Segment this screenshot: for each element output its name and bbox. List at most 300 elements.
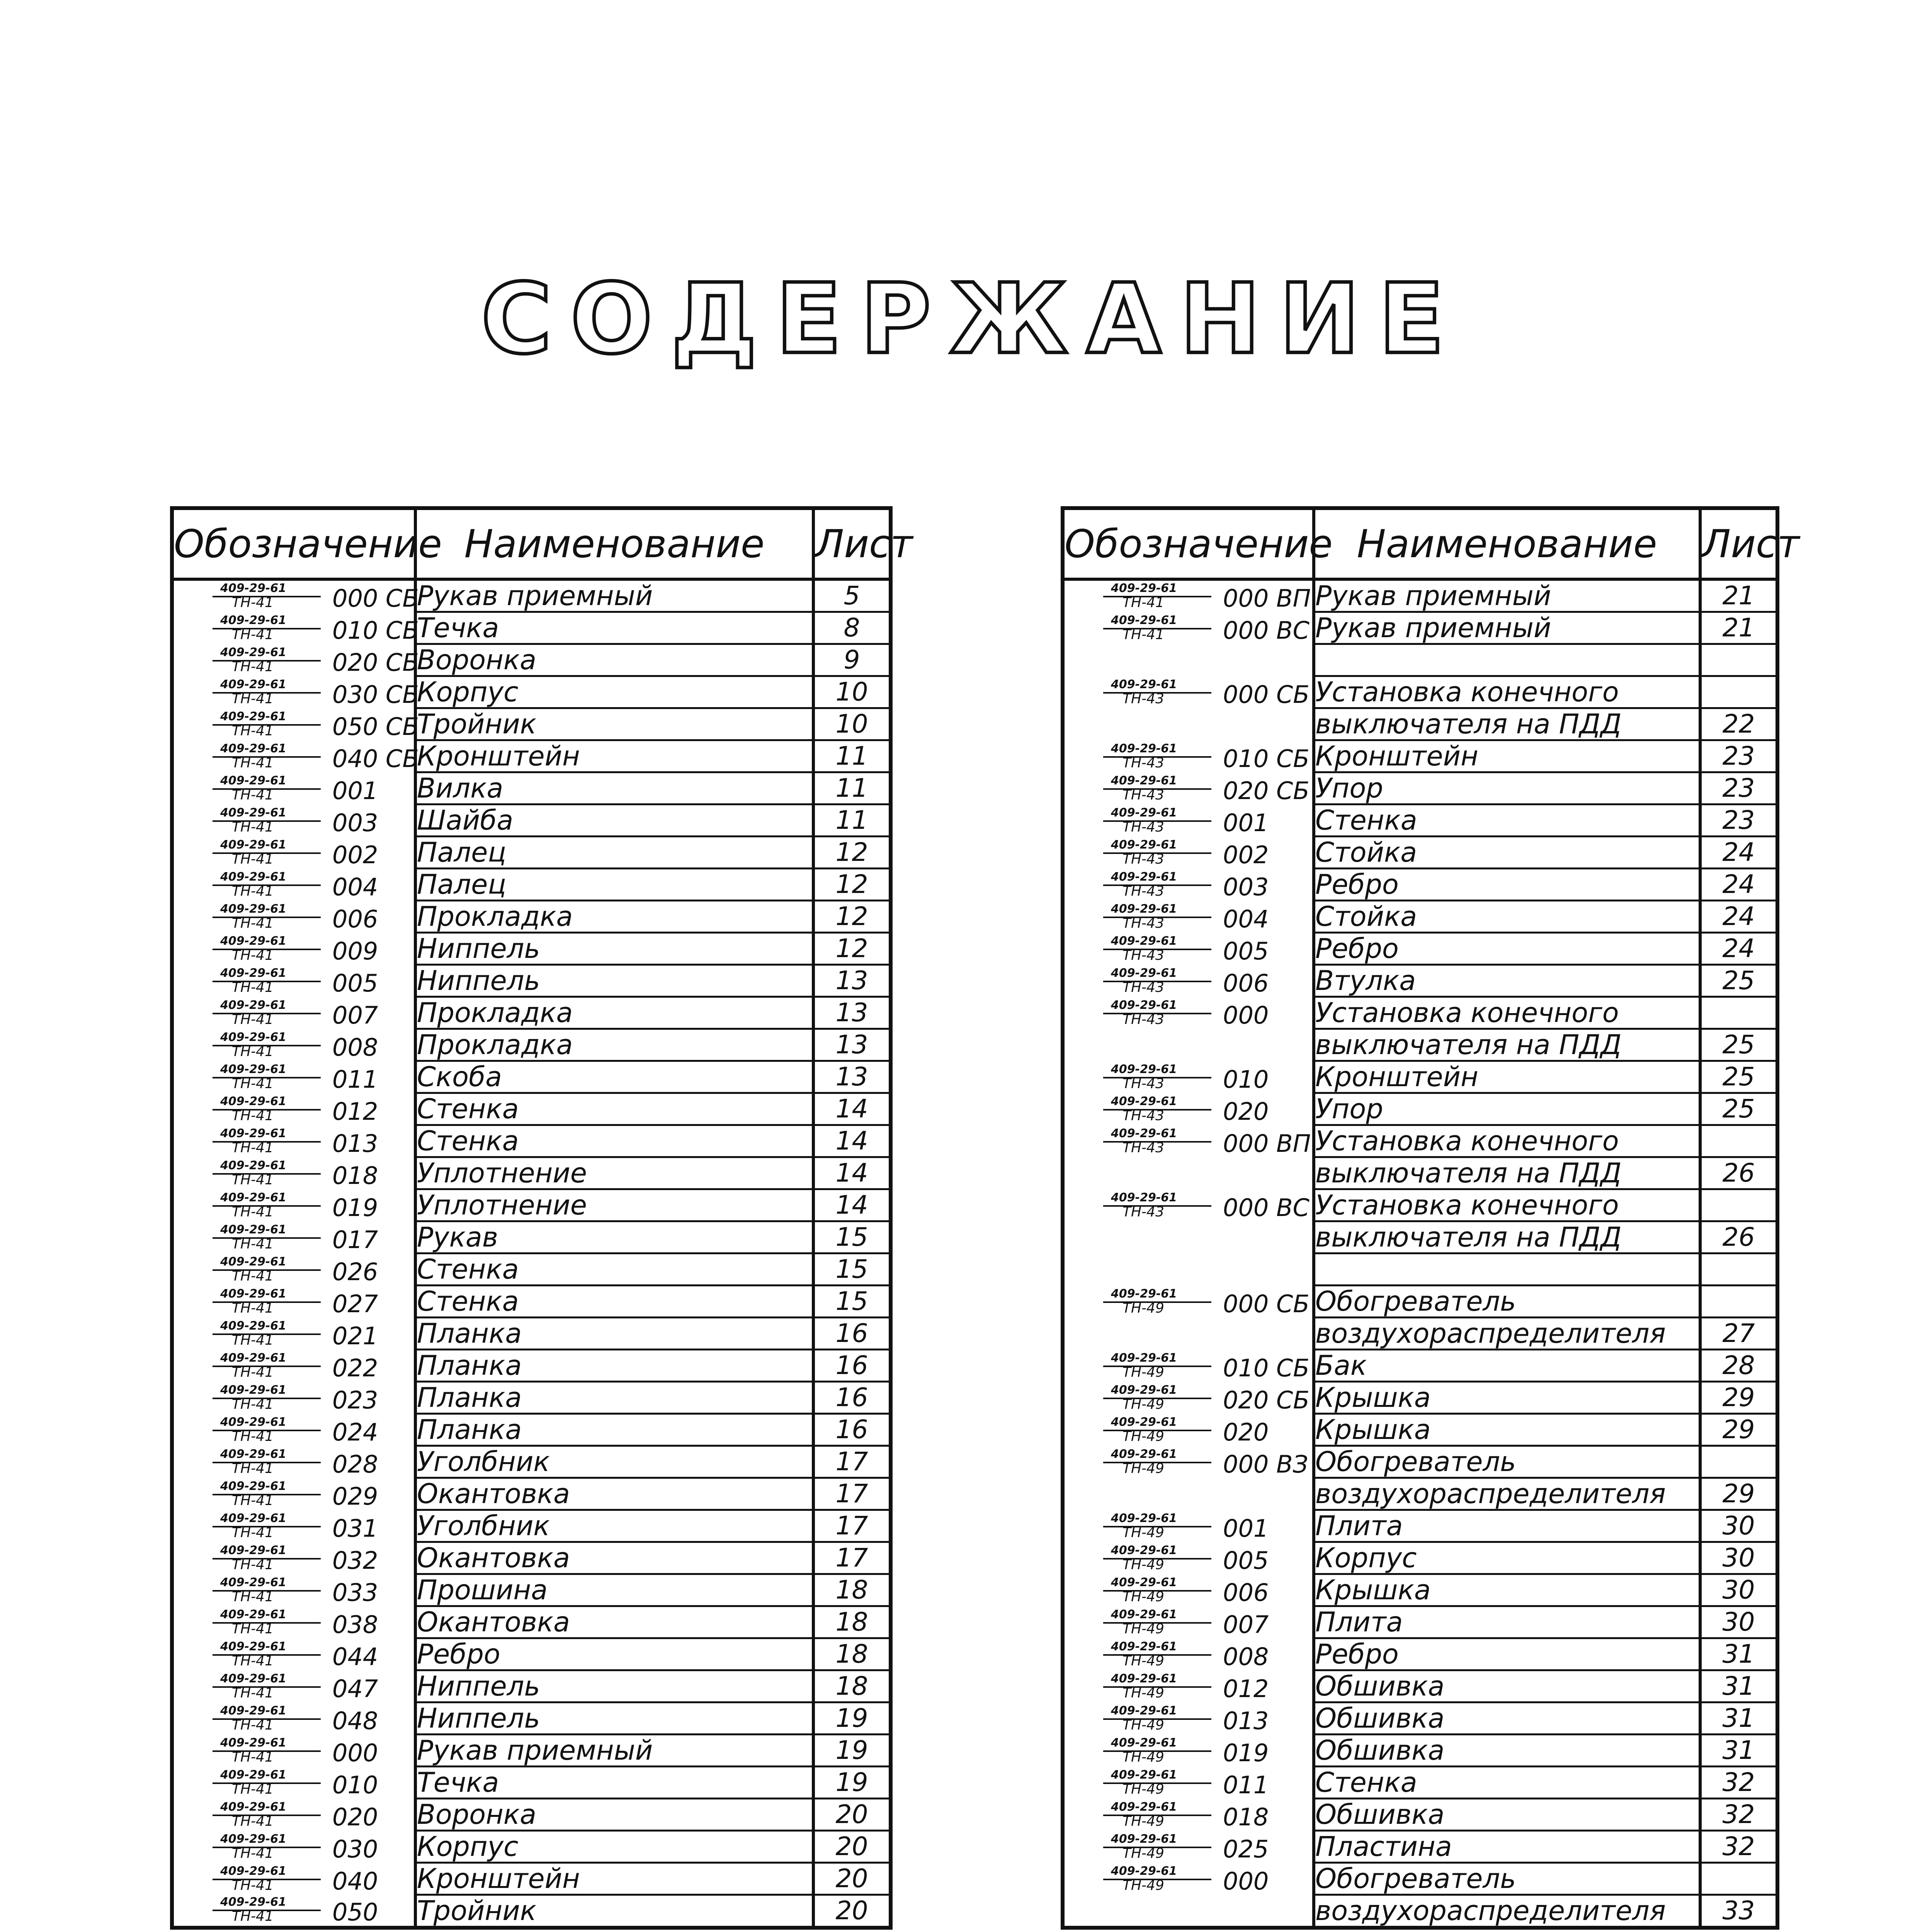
sheet-number-cell: 13 [813, 997, 891, 1029]
designation-series: 409-29-61 [1111, 838, 1177, 852]
designation-number: 013 [1223, 1706, 1269, 1735]
designation-group: ТН-49 [1122, 1685, 1164, 1701]
item-name-cell: Стенка [415, 1093, 813, 1125]
table-row [1063, 869, 1777, 901]
table-row [172, 708, 891, 740]
designation-number: 010 [1223, 1065, 1269, 1094]
table-row [172, 579, 891, 612]
designation-cell [172, 1446, 415, 1478]
designation-cell [172, 1382, 415, 1414]
item-name-cell: выключателя на ПДД [1314, 708, 1700, 740]
item-name-cell: Скоба [415, 1061, 813, 1093]
table-row [172, 1606, 891, 1638]
designation-cell [1063, 1702, 1314, 1735]
designation-number: 010 СБ [1223, 744, 1310, 773]
designation-number: 047 [332, 1674, 378, 1703]
sheet-number-cell: 26 [1700, 1221, 1777, 1253]
designation-number: 020 СБ [1223, 1386, 1310, 1414]
item-name-cell: Уголбник [415, 1446, 813, 1478]
item-name-cell: Кронштейн [415, 740, 813, 772]
table-row [1063, 1767, 1777, 1799]
sheet-number-cell: 15 [813, 1221, 891, 1253]
designation-series: 409-29-61 [220, 1704, 287, 1718]
designation-number: 007 [332, 1001, 378, 1029]
designation-group: ТН-41 [232, 690, 274, 707]
designation-group: ТН-49 [1122, 1300, 1164, 1316]
sheet-number-cell: 20 [813, 1799, 891, 1831]
table-row [172, 1157, 891, 1189]
designation-group: ТН-43 [1122, 1011, 1164, 1027]
designation-series: 409-29-61 [220, 1639, 287, 1653]
designation-cell [1063, 708, 1314, 740]
table-row [1063, 1350, 1777, 1382]
designation-series: 409-29-61 [220, 774, 287, 787]
header-name: Наименование [415, 508, 813, 579]
designation-group: ТН-41 [1122, 626, 1164, 643]
designation-cell [1063, 869, 1314, 901]
sheet-number-cell: 17 [813, 1510, 891, 1542]
designation-number: 017 [332, 1225, 378, 1254]
item-name-cell: Рукав [415, 1221, 813, 1253]
designation-group: ТН-41 [232, 1460, 274, 1476]
designation-cell [172, 869, 415, 901]
sheet-number-cell: 32 [1700, 1799, 1777, 1831]
item-name-cell: воздухораспределителя [1314, 1318, 1700, 1350]
item-name-cell: Обшивка [1314, 1670, 1700, 1702]
item-name-cell: Течка [415, 1767, 813, 1799]
designation-cell [1063, 644, 1314, 676]
designation-number: 040 [332, 1867, 378, 1895]
table-row [172, 740, 891, 772]
sheet-number-cell: 18 [813, 1638, 891, 1670]
sheet-number-cell: 12 [813, 837, 891, 869]
designation-number: 006 [1223, 969, 1269, 997]
designation-series: 409-29-61 [220, 1126, 287, 1140]
designation-cell [1063, 1478, 1314, 1510]
designation-number: 001 [332, 776, 378, 805]
designation-number: 022 [332, 1354, 378, 1382]
designation-series: 409-29-61 [1111, 806, 1177, 820]
designation-group: ТН-41 [232, 594, 274, 611]
table-row [172, 1574, 891, 1606]
sheet-number-cell: 12 [813, 869, 891, 901]
designation-cell [1063, 804, 1314, 837]
table-row [172, 1189, 891, 1221]
item-name-cell: Ниппель [415, 965, 813, 997]
designation-number: 002 [332, 840, 378, 869]
designation-cell [1063, 1221, 1314, 1253]
sheet-number-cell [1700, 644, 1777, 676]
designation-number: 013 [332, 1129, 378, 1158]
designation-cell [172, 1510, 415, 1542]
sheet-number-cell: 18 [813, 1606, 891, 1638]
sheet-number-cell: 25 [1700, 1029, 1777, 1061]
table-row [172, 1510, 891, 1542]
item-name-cell: Корпус [415, 676, 813, 708]
designation-series: 409-29-61 [1111, 1607, 1177, 1621]
item-name-cell: Тройник [415, 1895, 813, 1928]
sheet-number-cell: 31 [1700, 1638, 1777, 1670]
designation-cell [1063, 1670, 1314, 1702]
designation-cell [172, 1029, 415, 1061]
designation-cell [172, 740, 419, 773]
designation-cell [1063, 837, 1314, 869]
header-designation: Обозначение [172, 508, 415, 579]
sheet-number-cell: 29 [1700, 1414, 1777, 1446]
designation-series: 409-29-61 [220, 1672, 287, 1685]
item-name-cell: воздухораспределителя [1314, 1478, 1700, 1510]
designation-cell [1063, 1157, 1314, 1189]
designation-cell [1063, 1350, 1314, 1382]
designation-series: 409-29-61 [1111, 1736, 1177, 1750]
designation-group: ТН-41 [232, 755, 274, 771]
designation-cell [172, 708, 419, 741]
designation-group: ТН-49 [1122, 1845, 1164, 1861]
designation-series: 409-29-61 [1111, 1768, 1177, 1782]
designation-cell [1063, 1125, 1314, 1157]
sheet-number-cell: 11 [813, 804, 891, 837]
designation-group: ТН-41 [232, 626, 274, 643]
designation-group: ТН-41 [232, 1236, 274, 1252]
designation-number: 005 [1223, 937, 1269, 965]
table-row [172, 1478, 891, 1510]
designation-number: 005 [332, 969, 378, 997]
sheet-number-cell: 16 [813, 1382, 891, 1414]
table-row [172, 1638, 891, 1670]
item-name-cell: Ниппель [415, 1702, 813, 1735]
designation-group: ТН-41 [232, 1781, 274, 1797]
table-row [172, 676, 891, 708]
designation-number: 020 [332, 1803, 378, 1831]
item-name-cell: выключателя на ПДД [1314, 1157, 1700, 1189]
designation-cell [172, 1831, 415, 1863]
designation-series: 409-29-61 [1111, 1062, 1177, 1076]
item-name-cell: Обшивка [1314, 1799, 1700, 1831]
designation-series: 409-29-61 [220, 1158, 287, 1172]
designation-number: 032 [332, 1546, 378, 1575]
designation-group: ТН-43 [1122, 787, 1164, 803]
table-header-row [1063, 508, 1777, 579]
sheet-number-cell: 13 [813, 1061, 891, 1093]
designation-number: 025 [1223, 1835, 1269, 1863]
sheet-number-cell: 16 [813, 1414, 891, 1446]
header-sheet: Лист [813, 508, 891, 579]
designation-number: 000 ВЗ [1223, 1450, 1308, 1478]
designation-cell [1063, 772, 1314, 804]
table-row [172, 1446, 891, 1478]
item-name-cell: Стенка [415, 1125, 813, 1157]
table-row [1063, 708, 1777, 740]
header-sheet: Лист [1700, 508, 1777, 579]
designation-cell [172, 1318, 415, 1350]
designation-number: 005 [1223, 1546, 1269, 1575]
designation-cell [172, 997, 415, 1029]
sheet-number-cell [1700, 1125, 1777, 1157]
designation-series: 409-29-61 [220, 1575, 287, 1589]
designation-number: 044 [332, 1642, 378, 1671]
item-name-cell: Плита [1314, 1606, 1700, 1638]
designation-series: 409-29-61 [220, 1832, 287, 1846]
designation-cell [172, 772, 415, 804]
designation-series: 409-29-61 [220, 613, 287, 627]
table-row [1063, 1638, 1777, 1670]
item-name-cell: Рукав приемный [1314, 579, 1700, 612]
designation-cell [172, 1863, 415, 1895]
designation-number: 006 [332, 905, 378, 933]
sheet-number-cell: 32 [1700, 1767, 1777, 1799]
sheet-number-cell: 9 [813, 644, 891, 676]
table-row [1063, 676, 1777, 708]
designation-cell [172, 1767, 415, 1799]
designation-cell [1063, 1574, 1314, 1606]
designation-series: 409-29-61 [220, 806, 287, 820]
table-row [172, 1670, 891, 1702]
sheet-number-cell: 8 [813, 612, 891, 644]
table-row [1063, 772, 1777, 804]
designation-series: 409-29-61 [220, 1383, 287, 1397]
sheet-number-cell [1700, 1286, 1777, 1318]
item-name-cell: Стенка [1314, 1767, 1700, 1799]
designation-series: 409-29-61 [220, 1479, 287, 1493]
sheet-number-cell: 14 [813, 1125, 891, 1157]
designation-group: ТН-41 [232, 979, 274, 995]
item-name-cell: Кронштейн [1314, 1061, 1700, 1093]
designation-number: 027 [332, 1289, 378, 1318]
item-name-cell: Прокладка [415, 1029, 813, 1061]
table-row [172, 837, 891, 869]
sheet-number-cell: 13 [813, 1029, 891, 1061]
designation-number: 000 [1223, 1867, 1269, 1895]
designation-group: ТН-49 [1122, 1653, 1164, 1669]
designation-series: 409-29-61 [220, 1255, 287, 1269]
table-row [1063, 1895, 1777, 1928]
item-name-cell: Обшивка [1314, 1702, 1700, 1735]
sheet-number-cell: 29 [1700, 1478, 1777, 1510]
item-name-cell: Стенка [415, 1253, 813, 1286]
sheet-number-cell: 25 [1700, 1061, 1777, 1093]
designation-number: 000 СБ [332, 584, 419, 612]
item-name-cell: Прокладка [415, 997, 813, 1029]
item-name-cell: Обогреватель [1314, 1446, 1700, 1478]
sheet-number-cell: 20 [813, 1895, 891, 1928]
table-row [1063, 933, 1777, 965]
designation-cell [172, 612, 419, 645]
sheet-number-cell: 29 [1700, 1382, 1777, 1414]
designation-series: 409-29-61 [220, 1319, 287, 1333]
table-row [172, 1414, 891, 1446]
designation-number: 000 ВС [1223, 1193, 1310, 1222]
designation-cell [1063, 1542, 1314, 1574]
designation-cell [1063, 1606, 1314, 1638]
designation-group: ТН-41 [232, 1428, 274, 1444]
item-name-cell: Течка [415, 612, 813, 644]
item-name-cell: Бак [1314, 1350, 1700, 1382]
designation-series: 409-29-61 [220, 1351, 287, 1365]
designation-group: ТН-41 [232, 1332, 274, 1348]
sheet-number-cell: 10 [813, 676, 891, 708]
designation-number: 020 СБ [1223, 776, 1310, 805]
designation-cell [172, 1286, 415, 1318]
sheet-number-cell: 23 [1700, 804, 1777, 837]
header-designation: Обозначение [1063, 508, 1314, 579]
designation-series: 409-29-61 [1111, 1415, 1177, 1429]
designation-group: ТН-49 [1122, 1813, 1164, 1829]
table-row [172, 1061, 891, 1093]
designation-number: 050 [332, 1898, 378, 1926]
designation-group: ТН-41 [232, 1813, 274, 1829]
sheet-number-cell: 20 [813, 1863, 891, 1895]
designation-series: 409-29-61 [220, 998, 287, 1012]
designation-group: ТН-41 [232, 819, 274, 835]
designation-group: ТН-49 [1122, 1781, 1164, 1797]
designation-cell [172, 579, 419, 612]
designation-series: 409-29-61 [1111, 1832, 1177, 1846]
table-row [1063, 1414, 1777, 1446]
designation-group: ТН-41 [232, 1749, 274, 1765]
designation-number: 020 СБ [332, 648, 419, 677]
designation-series: 409-29-61 [1111, 1672, 1177, 1685]
table-row [172, 997, 891, 1029]
designation-cell [1063, 1189, 1314, 1221]
sheet-number-cell: 21 [1700, 579, 1777, 612]
contents-table-left [170, 506, 913, 1930]
table-row [172, 1093, 891, 1125]
designation-number: 006 [1223, 1578, 1269, 1607]
sheet-number-cell: 21 [1700, 612, 1777, 644]
designation-cell [172, 804, 415, 837]
table-row [1063, 1606, 1777, 1638]
sheet-number-cell: 30 [1700, 1574, 1777, 1606]
designation-cell [1063, 1286, 1314, 1318]
table-row [172, 1382, 891, 1414]
item-name-cell: Рукав приемный [415, 579, 813, 612]
sheet-number-cell [1700, 676, 1777, 708]
designation-cell [172, 676, 419, 709]
table-row [1063, 1221, 1777, 1253]
designation-cell [1063, 1029, 1314, 1061]
sheet-number-cell: 24 [1700, 869, 1777, 901]
item-name-cell: Ребро [1314, 1638, 1700, 1670]
sheet-number-cell: 30 [1700, 1510, 1777, 1542]
designation-number: 000 ВП [1223, 584, 1311, 612]
designation-group: ТН-41 [232, 658, 274, 675]
designation-cell [172, 1542, 415, 1574]
item-name-cell: Стенка [415, 1286, 813, 1318]
designation-number: 020 [1223, 1097, 1269, 1126]
designation-cell [172, 1350, 415, 1382]
designation-group: ТН-41 [232, 1845, 274, 1861]
table-row [1063, 1382, 1777, 1414]
item-name-cell: Тройник [415, 708, 813, 740]
item-name-cell: Окантовка [415, 1478, 813, 1510]
designation-number: 000 ВП [1223, 1129, 1311, 1158]
table-row [172, 1318, 891, 1350]
designation-number: 008 [332, 1033, 378, 1061]
table-row [1063, 804, 1777, 837]
designation-series: 409-29-61 [1111, 966, 1177, 980]
item-name-cell: Обшивка [1314, 1735, 1700, 1767]
designation-series: 409-29-61 [1111, 742, 1177, 755]
designation-series: 409-29-61 [220, 1800, 287, 1814]
designation-series: 409-29-61 [220, 1895, 287, 1909]
designation-cell [172, 1414, 415, 1446]
designation-cell [1063, 1382, 1314, 1414]
designation-group: ТН-43 [1122, 851, 1164, 867]
designation-series: 409-29-61 [220, 1223, 287, 1236]
designation-group: ТН-41 [232, 1685, 274, 1701]
sheet-number-cell: 10 [813, 708, 891, 740]
designation-cell [1063, 1446, 1314, 1478]
designation-cell [1063, 1061, 1314, 1093]
table-row [1063, 1093, 1777, 1125]
table-row [1063, 612, 1777, 644]
designation-group: ТН-43 [1122, 915, 1164, 931]
designation-number: 018 [332, 1161, 378, 1190]
table-row [1063, 1510, 1777, 1542]
item-name-cell: Стойка [1314, 837, 1700, 869]
designation-group: ТН-49 [1122, 1717, 1164, 1733]
designation-group: ТН-49 [1122, 1364, 1164, 1380]
designation-number: 000 СБ [1223, 1289, 1310, 1318]
designation-number: 024 [332, 1418, 378, 1446]
designation-number: 029 [332, 1482, 378, 1510]
designation-number: 021 [332, 1321, 378, 1350]
designation-group: ТН-41 [232, 1908, 274, 1924]
designation-group: ТН-41 [232, 1653, 274, 1669]
designation-cell [172, 1125, 415, 1157]
designation-number: 003 [332, 808, 378, 837]
designation-number: 003 [1223, 872, 1269, 901]
designation-number: 048 [332, 1706, 378, 1735]
sheet-number-cell: 26 [1700, 1157, 1777, 1189]
item-name-cell: Ниппель [415, 1670, 813, 1702]
item-name-cell: Палец [415, 869, 813, 901]
designation-series: 409-29-61 [1111, 902, 1177, 916]
designation-group: ТН-41 [232, 1204, 274, 1220]
designation-group: ТН-41 [232, 1588, 274, 1605]
item-name-cell: Крышка [1314, 1382, 1700, 1414]
designation-cell [172, 644, 419, 677]
table-row [1063, 740, 1777, 772]
item-name-cell: Рукав приемный [415, 1735, 813, 1767]
table-row [1063, 1029, 1777, 1061]
designation-series: 409-29-61 [1111, 1094, 1177, 1108]
designation-cell [172, 1702, 415, 1735]
designation-group: ТН-41 [232, 915, 274, 931]
table-row [172, 1702, 891, 1735]
designation-cell [1063, 676, 1314, 708]
designation-number: 040 СБ [332, 744, 419, 773]
designation-group: ТН-41 [232, 1396, 274, 1412]
designation-group: ТН-43 [1122, 1107, 1164, 1124]
designation-series: 409-29-61 [1111, 998, 1177, 1012]
designation-cell [172, 1478, 415, 1510]
designation-series: 409-29-61 [1111, 774, 1177, 787]
item-name-cell: Крышка [1314, 1574, 1700, 1606]
sheet-number-cell: 5 [813, 579, 891, 612]
designation-number: 002 [1223, 840, 1269, 869]
designation-group: ТН-41 [232, 1364, 274, 1380]
designation-cell [172, 1253, 415, 1286]
designation-group: ТН-43 [1122, 755, 1164, 771]
item-name-cell: Стойка [1314, 901, 1700, 933]
designation-group: ТН-49 [1122, 1428, 1164, 1444]
sheet-number-cell: 27 [1700, 1318, 1777, 1350]
sheet-number-cell: 16 [813, 1318, 891, 1350]
designation-cell [1063, 1831, 1314, 1863]
designation-cell [172, 1670, 415, 1702]
designation-series: 409-29-61 [220, 677, 287, 691]
